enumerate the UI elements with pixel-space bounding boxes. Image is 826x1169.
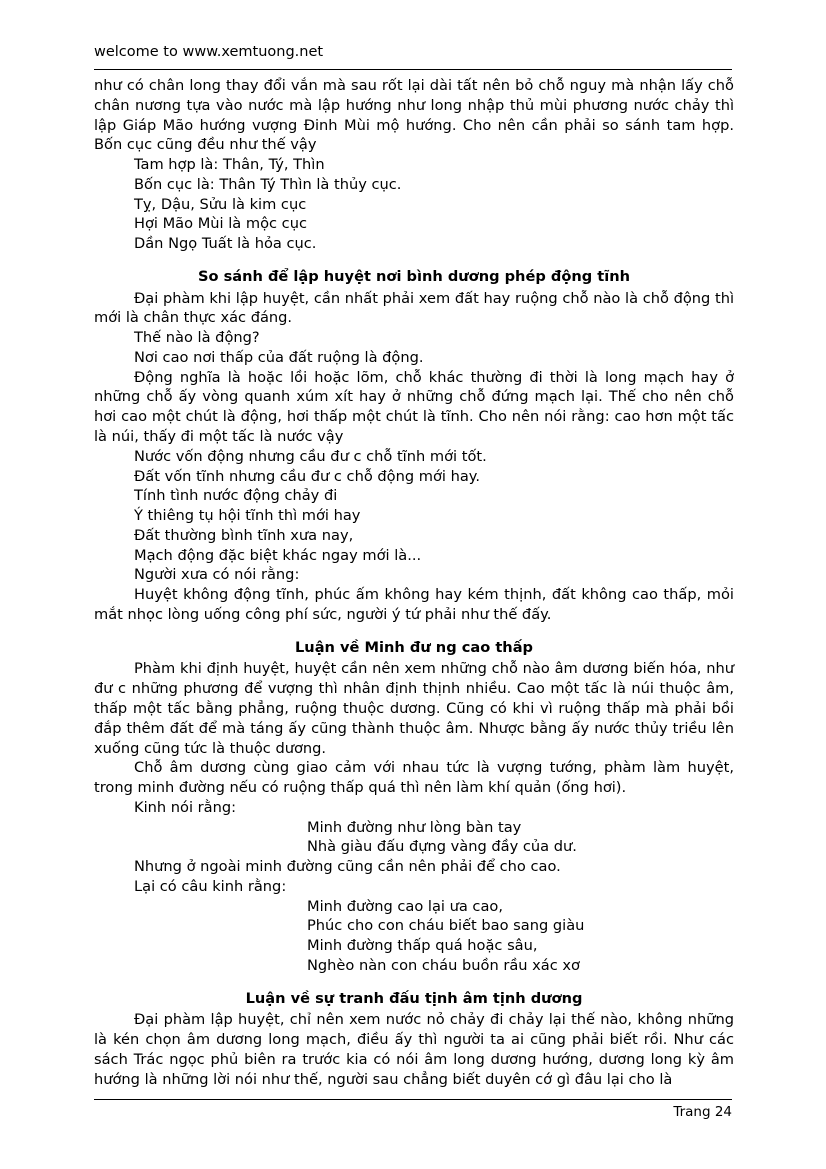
paragraph: Nhưng ở ngoài minh đường cũng cần nên phải để cho cao. (134, 858, 561, 876)
paragraph: Đại phàm lập huyệt, chỉ nên xem nước nỏ chảy đi chảy lại thế nào, không những là kén chọn âm dương long mạch, điều ấy thì người ta ai cũng phải biết rồi. Như các sách Trác ngọc phủ biên ra trước kia có nói âm long dương hướng, dương long kỳ âm hướng là những lời nói như thế, người sau chẳng biết duyên cớ gì đâu lại cho là (94, 1011, 734, 1088)
paragraph: Nơi cao nơi thấp của đất ruộng là động. (134, 348, 424, 366)
poem-line: Minh đường cao lại ưa cao, (307, 897, 503, 915)
poem-line: Minh đường như lòng bàn tay (307, 818, 522, 836)
section-heading: Luận về Minh đư ng cao thấp (295, 638, 533, 656)
paragraph: Lại có câu kinh rằng: (134, 877, 287, 895)
poem-line: Nghèo nàn con cháu buồn rầu xác xơ (307, 956, 580, 974)
paragraph: Người xưa có nói rằng: (134, 566, 300, 584)
list-item: Tam hợp là: Thân, Tý, Thìn (134, 156, 325, 174)
paragraph: như có chân long thay đổi vắn mà sau rốt lại dài tất nên bỏ chỗ nguy mà nhận lấy chỗ chân nương tựa vào nước mà lập hướng như long nhập thủ mùi phương nước chảy thì lập Giáp Mão hướng vượng Đinh Mùi mộ hướng. Cho nên cần phải so sánh tam hợp. Bốn cục cũng đều như thế vậy (94, 77, 734, 154)
section-heading: Luận về sự tranh đấu tịnh âm tịnh dương (245, 989, 583, 1007)
poem-line: Minh đường thấp quá hoặc sâu, (307, 937, 538, 955)
paragraph: Đất vốn tĩnh nhưng cầu đư c chỗ động mới hay. (134, 467, 480, 485)
poem-line: Phúc cho con cháu biết bao sang giàu (307, 917, 585, 935)
document-body (94, 76, 734, 1090)
section-heading: So sánh để lập huyệt nơi bình dương phép động tĩnh (197, 267, 631, 285)
paragraph: Đại phàm khi lập huyệt, cần nhất phải xem đất hay ruộng chỗ nào là chỗ động thì mới là chân thực xác đáng. (94, 289, 734, 327)
paragraph: Thế nào là động? (134, 329, 260, 347)
paragraph: Mạch động đặc biệt khác ngay mới là... (134, 546, 422, 564)
paragraph: Ý thiêng tụ hội tĩnh thì mới hay (134, 507, 361, 525)
paragraph: Tính tình nước động chảy đi (134, 487, 338, 505)
header-divider (94, 69, 732, 70)
paragraph: Phàm khi định huyệt, huyệt cần nên xem những chỗ nào âm dương biến hóa, như đư c những phương để vượng thì nhân định thịnh nhiều. Cao một tấc là núi thuộc âm, thấp một tấc bằng phẳng, ruộng thuộc dương. Cũng có khi vì ruộng thấp mà phải bồi đắp thêm đất để mà táng ấy cũng thành thuộc âm. Nhược bằng ấy nước thủy triều lên xuống cũng tức là thuộc dương. (94, 660, 734, 757)
poem-line: Nhà giàu đấu đựng vàng đầy của dư. (307, 838, 577, 856)
paragraph: Đất thường bình tĩnh xưa nay, (134, 526, 354, 544)
paragraph: Động nghĩa là hoặc lồi hoặc lõm, chỗ khác thường đi thời là long mạch hay ở những chỗ ấy vòng quanh xúm xít hay ở những chỗ đứng mạch lại. Thế cho nên chỗ hơi cao một chút là động, hơi thấp một chút là tĩnh. Cho nên nói rằng: cao hơn một tấc là núi, thấy đi một tấc là nước vậy (94, 368, 734, 446)
paragraph: Huyệt không động tĩnh, phúc ấm không hay kém thịnh, đất không cao thấp, mỏi mắt nhọc lòng uống công phí sức, người ý tứ phải như thế đấy. (94, 586, 734, 623)
paragraph: Nước vốn động nhưng cầu đư c chỗ tĩnh mới tốt. (134, 447, 487, 465)
list-item: Hợi Mão Mùi là mộc cục (134, 215, 307, 233)
page-header: welcome to www.xemtuong.net (94, 44, 324, 60)
list-item: Dần Ngọ Tuất là hỏa cục. (134, 235, 317, 253)
paragraph: Chỗ âm dương cùng giao cảm với nhau tức là vượng tướng, phàm làm huyệt, trong minh đường nếu có ruộng thấp quá thì nên làm khí quản (ống hơi). (94, 759, 734, 797)
list-item: Bốn cục là: Thân Tý Thìn là thủy cục. (134, 175, 402, 193)
list-item: Tỵ, Dậu, Sửu là kim cục (134, 195, 307, 213)
page-number: Trang 24 (673, 1104, 732, 1120)
paragraph: Kinh nói rằng: (134, 798, 237, 816)
footer-divider (94, 1099, 732, 1100)
